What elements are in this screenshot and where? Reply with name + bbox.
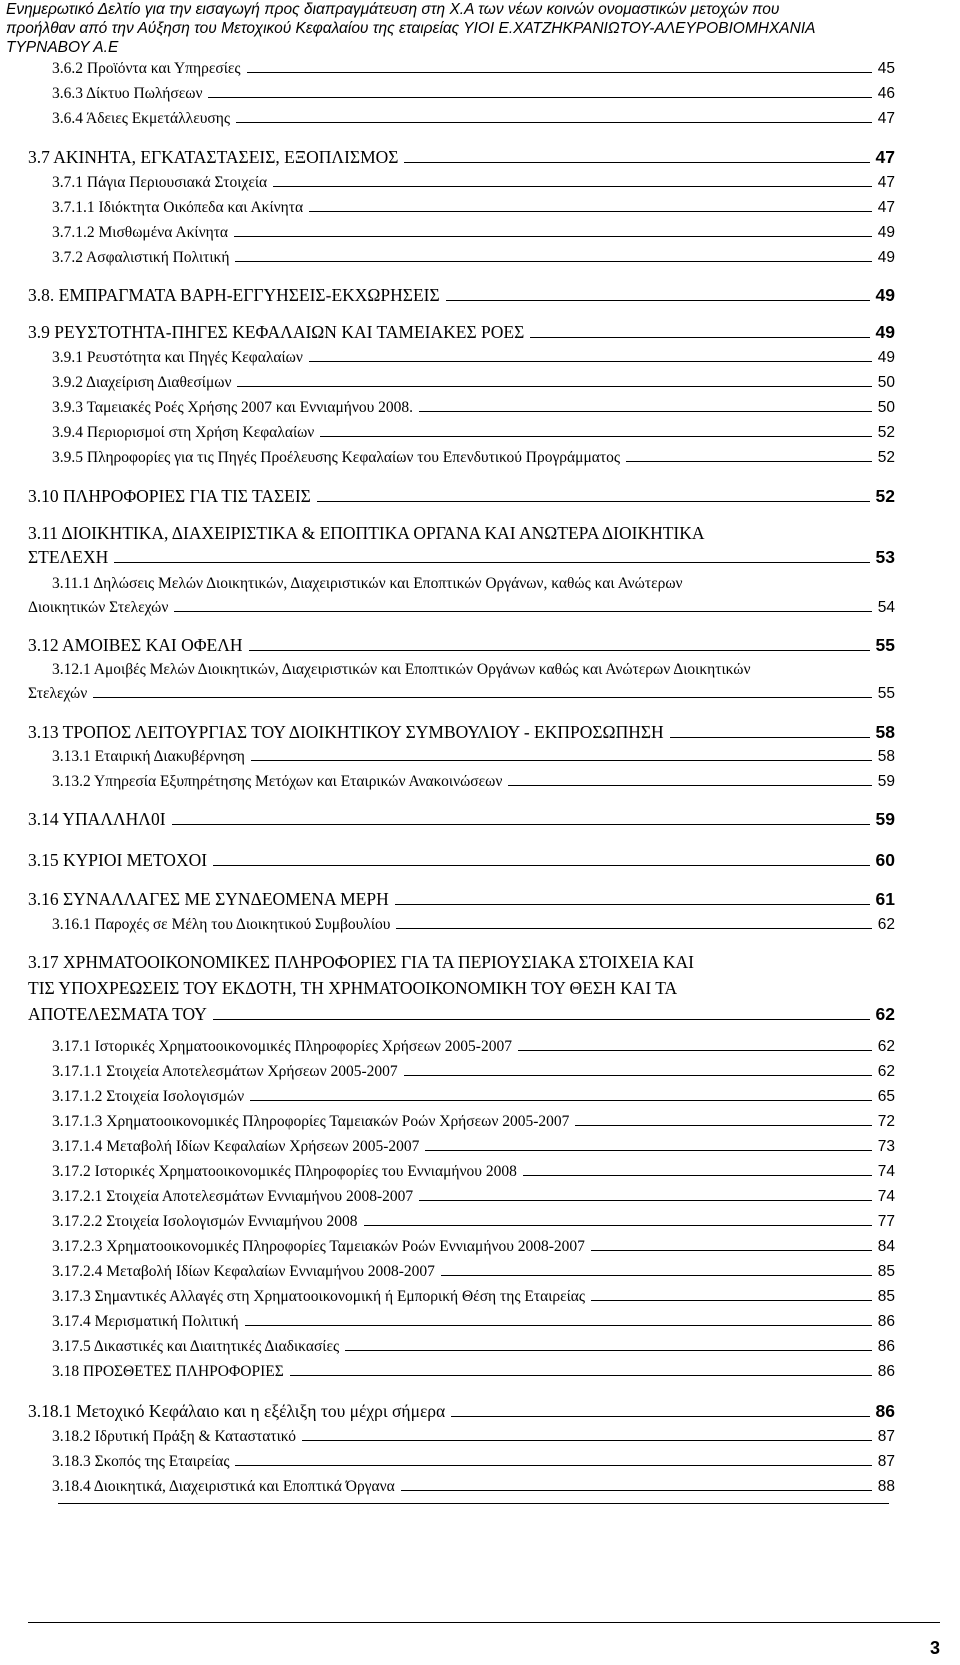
toc-entry-page: 47: [875, 147, 895, 167]
toc-leader: [523, 1175, 872, 1176]
toc-entry-page: 47: [877, 110, 895, 127]
toc-entry[interactable]: [28, 722, 895, 743]
toc-leader: [401, 1490, 872, 1491]
toc-entry-title-line-1: 3.11.1 Δηλώσεις Μελών Διοικητικών, Διαχειριστικών και Εποπτικών Οργάνων, καθώς και Ανώτερων: [52, 575, 683, 592]
toc-entry[interactable]: [28, 952, 895, 1025]
toc-entry-page: 46: [877, 85, 895, 102]
toc-leader: [320, 436, 871, 437]
toc-entry[interactable]: [52, 199, 895, 217]
toc-entry-title: 3.17.1 Ιστορικές Χρηματοοικονομικές Πληροφορίες Χρήσεων 2005-2007: [52, 1038, 512, 1055]
toc-entry-page: 49: [877, 349, 895, 366]
toc-entry-title: Διοικητικών Στελεχών: [28, 599, 169, 616]
toc-leader: [451, 1416, 869, 1417]
toc-entry[interactable]: [52, 1088, 895, 1106]
toc-leader: [575, 1125, 871, 1126]
toc-leader: [245, 1325, 872, 1326]
toc-entry[interactable]: [52, 424, 895, 442]
toc-entry-page: 84: [877, 1238, 895, 1255]
toc-entry-title: 3.17.1.4 Μεταβολή Ιδίων Κεφαλαίων Χρήσεων 2005-2007: [52, 1138, 420, 1155]
toc-leader: [247, 72, 872, 73]
toc-entry[interactable]: [52, 399, 895, 417]
toc-entry-page: 62: [877, 1038, 895, 1055]
toc-leader: [396, 928, 871, 929]
toc-entry[interactable]: [52, 374, 895, 392]
toc-entry-page: 52: [877, 424, 895, 441]
toc-leader: [235, 261, 871, 262]
toc-leader: [591, 1300, 872, 1301]
toc-entry-page: 86: [877, 1313, 895, 1330]
toc-leader: [213, 1019, 870, 1020]
toc-entry[interactable]: [52, 60, 895, 78]
toc-entry-page: 86: [877, 1363, 895, 1380]
toc-entry-title: 3.17.2 Ιστορικές Χρηματοοικονομικές Πληροφορίες του Εννιαμήνου 2008: [52, 1163, 517, 1180]
toc-entry-page: 65: [877, 1088, 895, 1105]
toc-entry[interactable]: [52, 1138, 895, 1156]
toc-leader: [530, 337, 869, 338]
toc-leader: [250, 1100, 872, 1101]
toc-entry-page: 47: [877, 174, 895, 191]
toc-entry-page: 53: [875, 547, 895, 567]
toc-entry-page: 88: [877, 1478, 895, 1495]
toc-entry-title: 3.10 ΠΛΗΡΟΦΟΡΙΕΣ ΓΙΑ ΤΙΣ ΤΑΣΕΙΣ: [28, 486, 311, 506]
toc-leader: [290, 1375, 872, 1376]
toc-entry-title: 3.9 ΡΕΥΣΤΟΤΗΤΑ-ΠΗΓΕΣ ΚΕΦΑΛΑΙΩΝ ΚΑΙ ΤΑΜΕΙΑΚΕΣ ΡΟΕΣ: [28, 322, 525, 342]
toc-entry-title: 3.13 ΤΡΟΠΟΣ ΛΕΙΤΟΥΡΓΙΑΣ ΤΟΥ ΔΙΟΙΚΗΤΙΚΟΥ ΣΥΜΒΟΥΛΙΟΥ - ΕΚΠΡΟΣΩΠΗΣΗ: [28, 722, 664, 742]
toc-entry-title: 3.9.4 Περιορισμοί στη Χρήση Κεφαλαίων: [52, 424, 315, 441]
toc-entry-title-line-1: 3.12.1 Αμοιβές Μελών Διοικητικών, Διαχειριστικών και Εποπτικών Οργάνων καθώς και Ανώτερων Διοικητικών: [52, 661, 751, 678]
toc-entry-page: 74: [877, 1188, 895, 1205]
toc-entry-title: 3.6.3 Δίκτυο Πωλήσεων: [52, 85, 203, 102]
toc-entry[interactable]: [52, 1338, 895, 1356]
toc-entry[interactable]: [52, 224, 895, 242]
toc-leader: [174, 611, 871, 612]
toc-entry-page: 45: [877, 60, 895, 77]
toc-entry[interactable]: [52, 1428, 895, 1446]
toc-leader: [518, 1050, 872, 1051]
toc-entry-title: Στελεχών: [28, 685, 88, 702]
toc-entry-title: 3.18 ΠΡΟΣΘΕΤΕΣ ΠΛΗΡΟΦΟΡΙΕΣ: [52, 1363, 284, 1380]
toc-entry-title: 3.6.4 Άδειες Εκμετάλλευσης: [52, 110, 230, 127]
toc-entry[interactable]: [52, 1453, 895, 1471]
toc-entry-page: 52: [877, 449, 895, 466]
toc-entry-title-line-1: 3.17 ΧΡΗΜΑΤΟΟΙΚΟΝΟΜΙΚΕΣ ΠΛΗΡΟΦΟΡΙΕΣ ΓΙΑ ΤΑ ΠΕΡΙΟΥΣΙΑΚΑ ΣΤΟΙΧΕΙΑ ΚΑΙ: [28, 952, 694, 972]
toc-entry[interactable]: [52, 1363, 895, 1381]
toc-entry-page: 86: [875, 1401, 895, 1421]
toc-entry-title: 3.7 ΑΚΙΝΗΤΑ, ΕΓΚΑΤΑΣΤΑΣΕΙΣ, ΕΞΟΠΛΙΣΜΟΣ: [28, 147, 399, 167]
toc-leader: [302, 1440, 872, 1441]
toc-entry[interactable]: [52, 773, 895, 791]
toc-leader: [419, 1200, 872, 1201]
toc-leader: [213, 865, 869, 866]
toc-leader: [249, 650, 870, 651]
toc-entry-title-line-1: 3.11 ΔΙΟΙΚΗΤΙΚΑ, ΔΙΑΧΕΙΡΙΣΤΙΚΑ & ΕΠΟΠΤΙΚΑ ΟΡΓΑΝΑ ΚΑΙ ΑΝΩΤΕΡΑ ΔΙΟΙΚΗΤΙΚΑ: [28, 523, 705, 543]
toc-entry[interactable]: [52, 174, 895, 192]
toc-entry-page: 52: [875, 486, 895, 506]
toc-entry-page: 62: [877, 916, 895, 933]
toc-entry-page: 49: [877, 249, 895, 266]
toc-entry-page: 50: [877, 374, 895, 391]
toc-entry[interactable]: [52, 1213, 895, 1231]
toc-leader: [236, 122, 872, 123]
toc-entry-page: 49: [875, 285, 895, 305]
toc-entry[interactable]: [28, 285, 895, 306]
toc-entry[interactable]: [52, 1113, 895, 1131]
toc-leader: [404, 162, 869, 163]
toc-leader: [626, 461, 872, 462]
toc-entry-title: 3.17.4 Μερισματική Πολιτική: [52, 1313, 239, 1330]
toc-entry[interactable]: [52, 1238, 895, 1256]
toc-entry[interactable]: [52, 1288, 895, 1306]
toc-entry-page: 62: [877, 1063, 895, 1080]
toc-entry-page: 59: [875, 809, 895, 829]
toc-entry[interactable]: [52, 110, 895, 128]
footer-divider: [28, 1622, 940, 1623]
toc-leader: [114, 562, 869, 563]
toc-entry-title: 3.7.1 Πάγια Περιουσιακά Στοιχεία: [52, 174, 268, 191]
toc-leader: [235, 1465, 871, 1466]
toc-entry-page: 77: [877, 1213, 895, 1230]
toc-entry[interactable]: [52, 449, 895, 467]
toc-entry-title: 3.13.1 Εταιρική Διακυβέρνηση: [52, 748, 245, 765]
toc-entry-page: 85: [877, 1263, 895, 1280]
toc-entry-page: 86: [877, 1338, 895, 1355]
toc-entry[interactable]: [28, 661, 895, 703]
toc-entry-page: 72: [877, 1113, 895, 1130]
toc-entry[interactable]: [52, 349, 895, 367]
toc-entry-page: 62: [875, 1004, 895, 1024]
toc-leader: [395, 904, 870, 905]
toc-entry[interactable]: [28, 809, 895, 830]
toc-entry-title: 3.17.1.1 Στοιχεία Αποτελεσμάτων Χρήσεων 2005-2007: [52, 1063, 398, 1080]
toc-leader: [425, 1150, 871, 1151]
toc-entry-page: 50: [877, 399, 895, 416]
toc-entry[interactable]: [52, 85, 895, 103]
toc-entry-page: 60: [875, 850, 895, 870]
toc-entry-page: 85: [877, 1288, 895, 1305]
toc-entry[interactable]: [52, 249, 895, 267]
toc-entry-title: 3.17.2.3 Χρηματοοικονομικές Πληροφορίες Ταμειακών Ροών Εννιαμήνου 2008-2007: [52, 1238, 585, 1255]
toc-entry-title: ΣΤΕΛΕΧΗ: [28, 547, 109, 567]
toc-entry-title: ΑΠΟΤΕΛΕΣΜΑΤΑ ΤΟΥ: [28, 1004, 207, 1024]
header-line-2: προήλθαν από την Αύξηση του Μετοχικού Κεφαλαίου της εταιρείας ΥΙΟΙ Ε.ΧΑΤΖΗΚΡΑΝΙΩΤΟΥ-ΑΛΕΥΡΟΒΙΟΜΗΧΑΝΙΑ: [6, 20, 816, 37]
document-header: [6, 0, 946, 57]
toc-leader: [404, 1075, 872, 1076]
toc-leader: [309, 361, 872, 362]
toc-entry-title: 3.13.2 Υπηρεσία Εξυπηρέτησης Μετόχων και Εταιρικών Ανακοινώσεων: [52, 773, 503, 790]
toc-entry-title: 3.18.4 Διοικητικά, Διαχειριστικά και Εποπτικά Όργανα: [52, 1478, 395, 1495]
toc-entry-title: 3.7.1.1 Ιδιόκτητα Οικόπεδα και Ακίνητα: [52, 199, 304, 216]
toc-leader: [364, 1225, 872, 1226]
toc-entry-title: 3.9.1 Ρευστότητα και Πηγές Κεφαλαίων: [52, 349, 303, 366]
toc-leader: [234, 236, 872, 237]
header-line-3: ΤΥΡΝΑΒΟΥ Α.Ε: [6, 39, 119, 56]
toc-entry-title: 3.15 ΚΥΡΙΟΙ ΜΕΤΟΧΟΙ: [28, 850, 208, 870]
toc-entry-title: 3.9.2 Διαχείριση Διαθεσίμων: [52, 374, 232, 391]
toc-leader: [441, 1275, 872, 1276]
toc-entry-page: 54: [877, 599, 895, 616]
toc-entry-title: 3.12 ΑΜΟΙΒΕΣ ΚΑΙ ΟΦΕΛΗ: [28, 635, 243, 655]
toc-entry[interactable]: [28, 486, 895, 507]
toc-leader: [670, 737, 870, 738]
toc-entry-page: 74: [877, 1163, 895, 1180]
toc-leader: [251, 760, 872, 761]
toc-entry-title: 3.9.3 Ταμειακές Ροές Χρήσης 2007 και Εννιαμήνου 2008.: [52, 399, 414, 416]
toc-entry[interactable]: [28, 523, 895, 568]
toc-leader: [237, 386, 871, 387]
toc-entry-page: 58: [875, 722, 895, 742]
toc-entry-title: 3.17.5 Δικαστικές και Διαιτητικές Διαδικασίες: [52, 1338, 340, 1355]
toc-entry-page: 55: [877, 685, 895, 702]
toc-leader: [273, 186, 872, 187]
toc-entry[interactable]: [52, 916, 895, 934]
toc-entry[interactable]: [52, 1478, 895, 1496]
toc-entry[interactable]: [28, 1401, 895, 1422]
toc-leader: [446, 300, 870, 301]
toc-entry-title: 3.16 ΣΥΝΑΛΛΑΓΕΣ ΜΕ ΣΥΝΔΕΟΜΕΝΑ ΜΕΡΗ: [28, 889, 389, 909]
toc-entry[interactable]: [52, 1063, 895, 1081]
toc-entry-title: 3.18.3 Σκοπός της Εταιρείας: [52, 1453, 230, 1470]
toc-entry[interactable]: [52, 1263, 895, 1281]
toc-leader: [58, 1503, 889, 1504]
toc-entry-page: 58: [877, 748, 895, 765]
toc-entry-title: 3.7.1.2 Μισθωμένα Ακίνητα: [52, 224, 229, 241]
toc-entry-title: 3.16.1 Παροχές σε Μέλη του Διοικητικού Συμβουλίου: [52, 916, 391, 933]
toc-entry-title: 3.17.2.4 Μεταβολή Ιδίων Κεφαλαίων Εννιαμήνου 2008-2007: [52, 1263, 435, 1280]
toc-entry-title: 3.18.1 Μετοχικό Κεφάλαιο και η εξέλιξη του μέχρι σήμερα: [28, 1401, 446, 1421]
toc-leader: [172, 824, 870, 825]
toc-entry[interactable]: [52, 1313, 895, 1331]
toc-entry[interactable]: [28, 322, 895, 343]
toc-entry[interactable]: [28, 889, 895, 910]
toc-leader: [309, 211, 872, 212]
header-line-1: Ενημερωτικό Δελτίο για την εισαγωγή προς διαπραγμάτευση στη Χ.Α των νέων κοινών ονομαστικών μετοχών που: [6, 1, 780, 18]
toc-entry-title: 3.17.2.2 Στοιχεία Ισολογισμών Εννιαμήνου 2008: [52, 1213, 358, 1230]
toc-leader: [345, 1350, 872, 1351]
toc-entry-title: 3.17.2.1 Στοιχεία Αποτελεσμάτων Εννιαμήνου 2008-2007: [52, 1188, 414, 1205]
toc-entry-page: 87: [877, 1453, 895, 1470]
toc-entry-title: 3.8. ΕΜΠΡΑΓΜΑΤΑ ΒΑΡΗ-ΕΓΓΥΗΣΕΙΣ-ΕΚΧΩΡΗΣΕΙΣ: [28, 285, 440, 305]
toc-entry-page: 73: [877, 1138, 895, 1155]
toc-entry-page: 49: [877, 224, 895, 241]
toc-entry-page: 55: [875, 635, 895, 655]
toc-entry-page: 61: [875, 889, 895, 909]
toc-leader: [419, 411, 872, 412]
toc-entry[interactable]: [28, 147, 895, 168]
toc-entry-page: 47: [877, 199, 895, 216]
toc-entry-title-line-2: ΤΙΣ ΥΠΟΧΡΕΩΣΕΙΣ ΤΟΥ ΕΚΔΟΤΗ, ΤΗ ΧΡΗΜΑΤΟΟΙΚΟΝΟΜΙΚΗ ΤΟΥ ΘΕΣΗ ΚΑΙ ΤΑ: [28, 978, 678, 998]
toc-entry[interactable]: [52, 1038, 895, 1056]
toc-entry-title: 3.6.2 Προϊόντα και Υπηρεσίες: [52, 60, 241, 77]
toc-entry[interactable]: [52, 1163, 895, 1181]
toc-entry[interactable]: [52, 1188, 895, 1206]
toc-entry-title: 3.14 ΥΠΑΛΛΗΛ0Ι: [28, 809, 166, 829]
toc-entry[interactable]: [52, 748, 895, 766]
toc-entry-page: 59: [877, 773, 895, 790]
toc-entry[interactable]: [28, 635, 895, 656]
toc-leader: [508, 785, 871, 786]
toc-entry-page: 87: [877, 1428, 895, 1445]
page-number: 3: [929, 1638, 940, 1658]
toc-entry-title: 3.9.5 Πληροφορίες για τις Πηγές Προέλευσης Κεφαλαίων του Επενδυτικού Προγράμματος: [52, 449, 621, 466]
toc-entry-title: 3.17.1.3 Χρηματοοικονομικές Πληροφορίες Ταμειακών Ροών Χρήσεων 2005-2007: [52, 1113, 570, 1130]
toc-leader: [317, 501, 870, 502]
toc-entry[interactable]: [28, 575, 895, 617]
toc-leader: [93, 697, 871, 698]
toc-entry[interactable]: [52, 1503, 895, 1507]
toc-entry-title: 3.17.3 Σημαντικές Αλλαγές στη Χρηματοοικονομική ή Εμπορική Θέση της Εταιρείας: [52, 1288, 586, 1305]
toc-leader: [591, 1250, 872, 1251]
toc-entry-title: 3.7.2 Ασφαλιστική Πολιτική: [52, 249, 230, 266]
toc-entry-page: 49: [875, 322, 895, 342]
toc-entry-title: 3.17.1.2 Στοιχεία Ισολογισμών: [52, 1088, 245, 1105]
toc-entry[interactable]: [28, 850, 895, 871]
toc-entry-title: 3.18.2 Ιδρυτική Πράξη & Καταστατικό: [52, 1428, 296, 1445]
toc-leader: [208, 97, 871, 98]
